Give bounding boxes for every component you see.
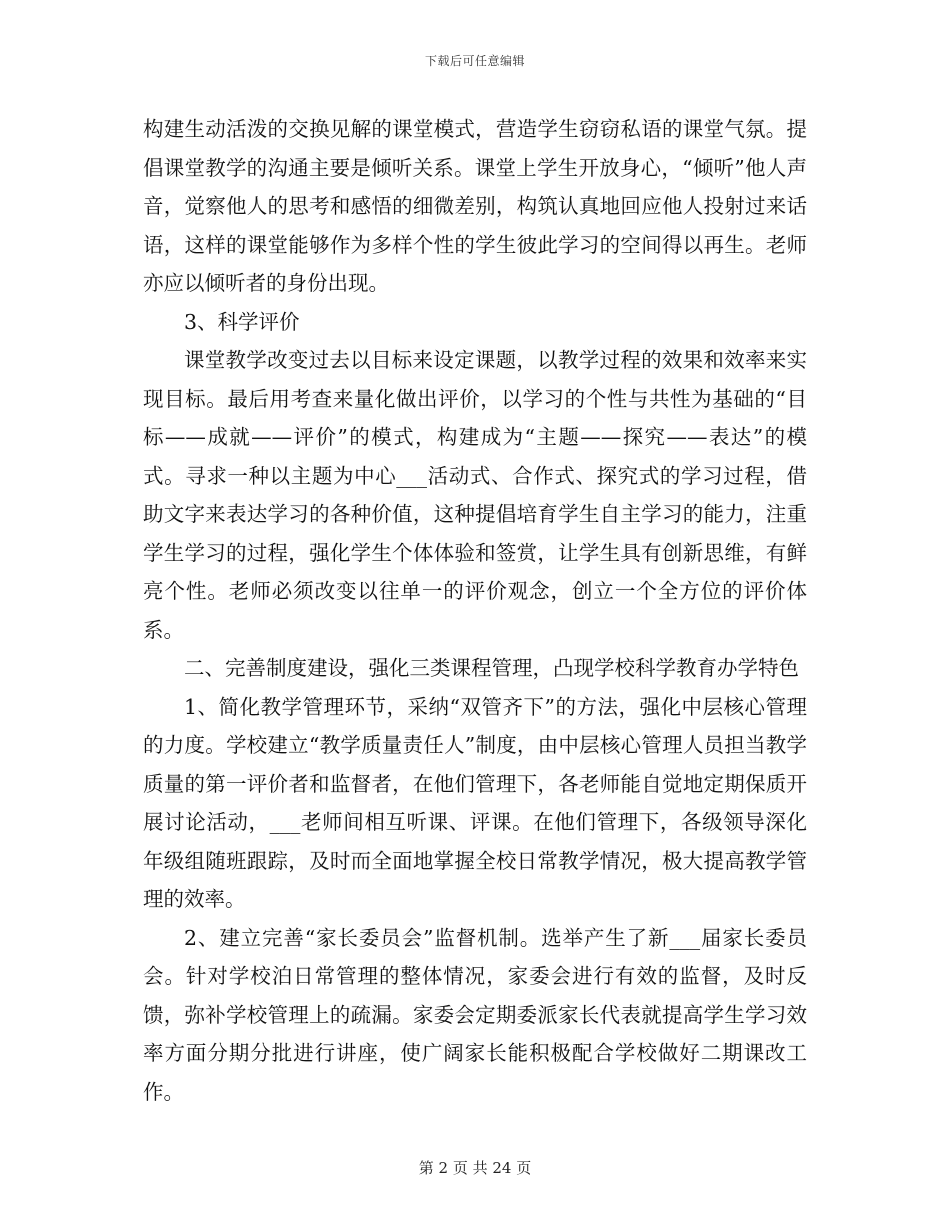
page-header: 下载后可任意编辑	[424, 54, 525, 68]
paragraph-evaluation: 课堂教学改变过去以目标来设定课题，以教学过程的效果和效率来实现目标。最后用考查来量化做出评价，以学习的个性与共性为基础的“目标——成就——评价”的模式，构建成为“主题——探究——表达”的模式。寻求一种以主题为中心___活动式、合作式、探究式的学习过程，借助文字来表达学习的各种价值，这种提倡培育学生自主学习的能力，注重学生学习的过程，强化学生个体体验和签赏，让学生具有创新思维，有鲜亮个性。老师必须改变以往单一的评价观念，创立一个全方位的评价体系。	[143, 348, 807, 642]
paragraph-classroom-mode: 构建生动活泼的交换见解的课堂模式，营造学生窃窃私语的课堂气氛。提倡课堂教学的沟通主要是倾听关系。课堂上学生开放身心，“倾听”他人声音，觉察他人的思考和感悟的细微差别，构筑认真地回应他人投射过来话语，这样的课堂能够作为多样个性的学生彼此学习的空间得以再生。老师亦应以倾听者的身份出现。	[143, 117, 807, 295]
heading-scientific-evaluation: 3、科学评价	[184, 309, 300, 334]
document-body	[143, 110, 807, 1111]
paragraph-teaching-management: 1、简化教学管理环节，采纳“双管齐下”的方法，强化中层核心管理的力度。学校建立“教学质量责任人”制度，由中层核心管理人员担当教学质量的第一评价者和监督者，在他们管理下，各老师能自觉地定期保质开展讨论活动，___老师间相互听课、评课。在他们管理下，各级领导深化年级组随班跟踪，及时而全面地掌握全校日常教学情况，极大提高教学管理的效率。	[143, 694, 807, 911]
page-number: 第 2 页 共 24 页	[418, 1159, 532, 1177]
paragraph-parent-committee: 2、建立完善“家长委员会”监督机制。选举产生了新___届家长委员会。针对学校泊日常管理的整体情况，家委会进行有效的监督，及时反馈，弥补学校管理上的疏漏。家委会定期委派家长代表就提高学生学习效率方面分期分批进行讲座，使广阔家长能积极配合学校做好二期课改工作。	[143, 925, 807, 1104]
heading-section-two: 二、完善制度建设，强化三类课程管理，凸现学校科学教育办学特色	[184, 656, 799, 680]
